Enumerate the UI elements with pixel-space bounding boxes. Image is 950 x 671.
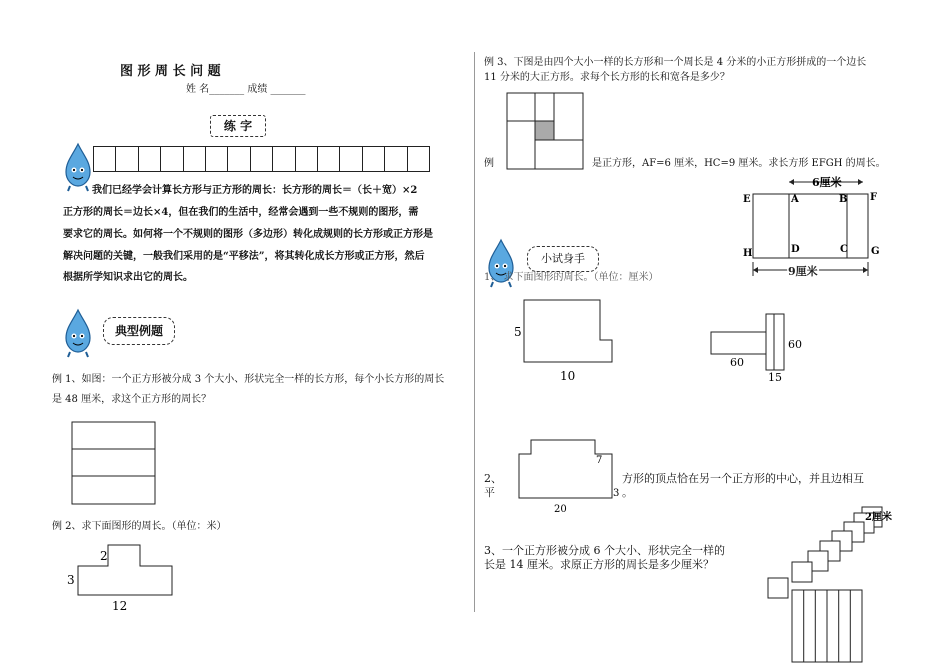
example-1-line-2: 是 48 厘米，求这个正方形的周长？ <box>52 394 212 405</box>
stair-label: 2厘米 <box>865 512 892 523</box>
efgh-top-label: 6厘米 <box>812 176 842 189</box>
svg-text:E: E <box>743 194 751 205</box>
question-1-figure-1 <box>510 296 620 386</box>
svg-text:10: 10 <box>560 369 576 383</box>
name-score-line: 姓 名_______ 成绩 _______ <box>186 84 306 95</box>
page-title: 图 形 周 长 问 题 <box>120 64 221 79</box>
svg-text:H: H <box>743 248 753 259</box>
question-2-number: 2、 <box>484 472 502 485</box>
ex2-label-bottom: 12 <box>112 599 128 613</box>
question-3-square-figure <box>790 588 864 664</box>
example-4-text: 是正方形，AF=6 厘米，HC=9 厘米。求长方形 EFGH 的周长。 <box>592 158 886 169</box>
svg-text:B: B <box>839 194 848 205</box>
efgh-rectangle-figure <box>740 174 890 284</box>
examples-badge: 典型例题 <box>103 317 175 345</box>
try-it-badge: 小试身手 <box>527 246 599 272</box>
example-3-line-1: 例 3、下图是由四个大小一样的长方形和一个周长是 4 分米的小正方形拼成的一个边长 <box>484 57 867 68</box>
question-2-cont-start: 平 <box>484 486 495 499</box>
practice-badge: 练 字 <box>210 115 266 137</box>
svg-text:C: C <box>840 244 848 255</box>
svg-text:20: 20 <box>554 504 567 514</box>
example-2-figure <box>62 540 192 615</box>
example-1-line-1: 例 1、如图：一个正方形被分成 3 个大小、形状完全一样的长方形，每个小长方形的周长 <box>52 374 445 385</box>
example-3-square-figure <box>506 92 586 172</box>
svg-text:A: A <box>791 194 799 205</box>
svg-text:60: 60 <box>788 338 802 351</box>
question-1-text: 1、 求下面图形的周长。（单位：厘米） <box>484 272 659 283</box>
question-3-line-2: 长是 14 厘米。求原正方形的周长是多少厘米？ <box>484 558 714 571</box>
question-3-line-1: 3、一个正方形被分成 6 个大小、形状完全一样的 <box>484 544 725 557</box>
svg-text:7: 7 <box>596 455 603 466</box>
question-2-text: 方形的顶点恰在另一个正方形的中心，并且边相互 <box>622 472 864 485</box>
water-drop-mascot-icon <box>60 308 96 358</box>
ex2-label-left: 3 <box>67 573 75 587</box>
intro-line-5: 根据所学知识求出它的周长。 <box>63 272 193 283</box>
svg-text:G: G <box>871 246 880 257</box>
column-divider <box>474 52 475 612</box>
question-2-figure <box>504 434 626 514</box>
intro-line-4: 解决问题的关键，一般我们采用的是“平移法”，将其转化成长方形或正方形，然后 <box>63 251 425 262</box>
writing-grid <box>93 146 430 172</box>
intro-line-3: 要求它的周长。如何将一个不规则的图形（多边形）转化成规则的长方形或正方形是 <box>63 229 433 240</box>
example-1-square-figure <box>70 420 158 506</box>
svg-text:F: F <box>870 192 878 203</box>
svg-text:D: D <box>791 244 800 255</box>
water-drop-mascot-icon <box>60 142 96 192</box>
svg-text:5: 5 <box>514 325 522 339</box>
question-1-figure-2 <box>708 310 808 385</box>
svg-text:15: 15 <box>768 371 782 384</box>
svg-text:60: 60 <box>730 356 744 369</box>
example-3-line-2: 11 分米的大正方形。求每个长方形的长和宽各是多少？ <box>484 72 730 83</box>
svg-text:3: 3 <box>613 488 620 499</box>
efgh-bottom-label: 9厘米 <box>788 265 818 278</box>
intro-line-2: 正方形的周长＝边长×4，但在我们的生活中，经常会遇到一些不规则的图形，需 <box>63 207 419 218</box>
example-4-prefix: 例 <box>484 158 494 169</box>
question-2-cont-end: 。 <box>622 486 633 499</box>
ex2-label-top: 2 <box>100 549 108 563</box>
intro-line-1: 我们已经学会计算长方形与正方形的周长：长方形的周长＝（长＋宽）×2 <box>92 185 418 196</box>
example-2-text: 例 2、求下面图形的周长。（单位：米） <box>52 521 227 532</box>
